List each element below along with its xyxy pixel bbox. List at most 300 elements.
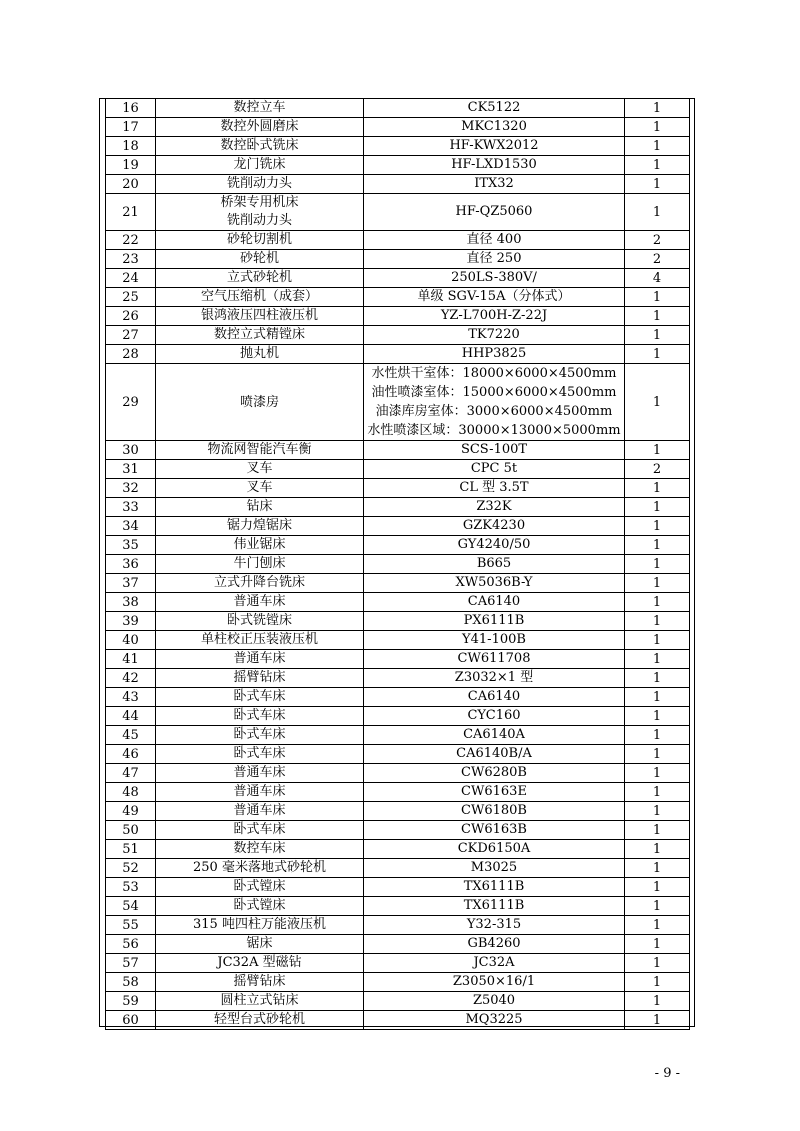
quantity-cell: 1	[625, 859, 690, 878]
model-spec-cell	[364, 460, 625, 479]
model-spec-cell	[364, 992, 625, 1011]
model-spec-line: CYC160	[467, 708, 521, 723]
equipment-name-line: 牛门刨床	[233, 556, 286, 571]
quantity-cell: 1	[625, 479, 690, 498]
equipment-name-line: 摇臂钻床	[233, 974, 286, 989]
equipment-name-line: 卧式车床	[233, 689, 286, 704]
row-number-cell: 20	[106, 175, 156, 194]
table-row	[106, 840, 690, 859]
equipment-name-cell	[156, 878, 364, 897]
equipment-name-cell	[156, 1011, 364, 1030]
table-row	[106, 231, 690, 250]
model-spec-cell	[364, 669, 625, 688]
quantity-cell: 1	[625, 326, 690, 345]
model-spec-line: YZ-L700H-Z-22J	[440, 308, 548, 323]
model-spec-cell	[364, 726, 625, 745]
equipment-name-line: 空气压缩机（成套）	[200, 289, 318, 304]
equipment-name-cell	[156, 156, 364, 175]
model-spec-line: HHP3825	[461, 346, 527, 361]
model-spec-line: TK7220	[468, 327, 520, 342]
equipment-name-cell	[156, 650, 364, 669]
equipment-name-line: 250 毫米落地式砂轮机	[193, 860, 326, 875]
quantity-cell: 1	[625, 935, 690, 954]
equipment-name-line: 锯力煌锯床	[226, 518, 292, 533]
equipment-name-cell	[156, 231, 364, 250]
table-row	[106, 688, 690, 707]
quantity-cell: 2	[625, 250, 690, 269]
quantity-cell: 1	[625, 555, 690, 574]
equipment-table	[105, 98, 690, 1030]
model-spec-line: Z32K	[476, 499, 512, 514]
model-spec-line: HF-KWX2012	[449, 138, 539, 153]
model-spec-line: CA6140B/A	[456, 746, 532, 761]
model-spec-cell	[364, 307, 625, 326]
equipment-name-line: 卧式车床	[233, 822, 286, 837]
equipment-name-line: 普通车床	[233, 594, 286, 609]
equipment-name-line: 龙门铣床	[233, 157, 286, 172]
model-spec-cell	[364, 99, 625, 118]
row-number-cell: 48	[106, 783, 156, 802]
model-spec-line: GB4260	[467, 936, 521, 951]
quantity-cell: 1	[625, 593, 690, 612]
row-number-cell: 38	[106, 593, 156, 612]
model-spec-line: TX6111B	[463, 898, 525, 913]
quantity-cell: 1	[625, 631, 690, 650]
model-spec-cell	[364, 707, 625, 726]
row-number-cell: 60	[106, 1011, 156, 1030]
table-row	[106, 726, 690, 745]
model-spec-line: 水性烘干室体：18000×6000×4500mm	[371, 366, 617, 381]
model-spec-line: CL 型 3.5T	[459, 480, 529, 495]
model-spec-line: CW6163E	[461, 784, 527, 799]
quantity-cell: 1	[625, 878, 690, 897]
equipment-name-cell	[156, 935, 364, 954]
row-number-cell: 50	[106, 821, 156, 840]
equipment-name-line: 砂轮切割机	[226, 232, 292, 247]
row-number-cell: 23	[106, 250, 156, 269]
table-row	[106, 916, 690, 935]
quantity-cell: 1	[625, 364, 690, 441]
model-spec-line: CPC 5t	[470, 461, 518, 476]
model-spec-cell	[364, 650, 625, 669]
equipment-name-cell	[156, 479, 364, 498]
model-spec-line: MKC1320	[461, 119, 527, 134]
quantity-cell: 1	[625, 669, 690, 688]
model-spec-line: CW6280B	[461, 765, 527, 780]
row-number-cell: 26	[106, 307, 156, 326]
equipment-name-line: JC32A 型磁钻	[217, 955, 302, 970]
model-spec-line: Y41-100B	[462, 632, 526, 647]
equipment-name-cell	[156, 269, 364, 288]
model-spec-cell	[364, 555, 625, 574]
table-row	[106, 175, 690, 194]
model-spec-line: Z3032×1 型	[454, 670, 534, 685]
quantity-cell: 1	[625, 745, 690, 764]
equipment-name-cell	[156, 326, 364, 345]
row-number-cell: 29	[106, 364, 156, 441]
equipment-name-line: 立式砂轮机	[226, 270, 292, 285]
table-row	[106, 954, 690, 973]
table-row	[106, 707, 690, 726]
equipment-name-line: 数控立车	[233, 100, 286, 115]
equipment-name-cell	[156, 307, 364, 326]
equipment-name-cell	[156, 954, 364, 973]
model-spec-cell	[364, 137, 625, 156]
quantity-cell: 1	[625, 118, 690, 137]
table-row	[106, 288, 690, 307]
model-spec-line: XW5036B-Y	[455, 575, 533, 590]
equipment-name-line: 银鸿液压四柱液压机	[200, 308, 318, 323]
equipment-name-line: 抛丸机	[239, 346, 279, 361]
row-number-cell: 42	[106, 669, 156, 688]
equipment-name-cell	[156, 441, 364, 460]
quantity-cell: 1	[625, 726, 690, 745]
equipment-name-line: 钻床	[246, 499, 273, 514]
quantity-cell: 1	[625, 764, 690, 783]
equipment-name-cell	[156, 916, 364, 935]
model-spec-cell	[364, 269, 625, 288]
model-spec-line: CA6140A	[463, 727, 525, 742]
model-spec-cell	[364, 156, 625, 175]
table-row	[106, 745, 690, 764]
quantity-cell: 1	[625, 137, 690, 156]
model-spec-cell	[364, 821, 625, 840]
model-spec-line: CW611708	[457, 651, 531, 666]
equipment-name-cell	[156, 992, 364, 1011]
quantity-cell: 1	[625, 992, 690, 1011]
row-number-cell: 54	[106, 897, 156, 916]
equipment-name-cell	[156, 764, 364, 783]
equipment-name-cell	[156, 118, 364, 137]
model-spec-line: GY4240/50	[457, 537, 531, 552]
equipment-name-line: 物流网智能汽车衡	[207, 442, 312, 457]
model-spec-cell	[364, 118, 625, 137]
page-number: - 9 -	[654, 1066, 680, 1081]
model-spec-cell	[364, 593, 625, 612]
row-number-cell: 49	[106, 802, 156, 821]
quantity-cell: 1	[625, 156, 690, 175]
model-spec-line: CA6140	[467, 689, 521, 704]
table-row	[106, 802, 690, 821]
model-spec-line: 单级 SGV-15A（分体式）	[417, 289, 571, 304]
quantity-cell: 1	[625, 688, 690, 707]
row-number-cell: 43	[106, 688, 156, 707]
equipment-name-line: 315 吨四柱万能液压机	[193, 917, 326, 932]
table-row	[106, 650, 690, 669]
table-row	[106, 574, 690, 593]
equipment-name-line: 单柱校正压装液压机	[200, 632, 318, 647]
row-number-cell: 34	[106, 517, 156, 536]
table-row	[106, 194, 690, 231]
model-spec-line: SCS-100T	[460, 442, 528, 457]
row-number-cell: 56	[106, 935, 156, 954]
equipment-name-cell	[156, 840, 364, 859]
equipment-name-cell	[156, 897, 364, 916]
model-spec-line: 250LS-380V/	[451, 270, 537, 285]
model-spec-line: B665	[476, 556, 512, 571]
equipment-name-cell	[156, 707, 364, 726]
model-spec-line: PX6111B	[463, 613, 525, 628]
table-row	[106, 307, 690, 326]
model-spec-cell	[364, 916, 625, 935]
quantity-cell: 1	[625, 345, 690, 364]
equipment-name-cell	[156, 783, 364, 802]
row-number-cell: 21	[106, 194, 156, 231]
row-number-cell: 16	[106, 99, 156, 118]
table-row	[106, 536, 690, 555]
quantity-cell: 1	[625, 288, 690, 307]
quantity-cell: 1	[625, 802, 690, 821]
table-row	[106, 935, 690, 954]
equipment-name-cell	[156, 802, 364, 821]
model-spec-line: HF-LXD1530	[451, 157, 537, 172]
row-number-cell: 35	[106, 536, 156, 555]
row-number-cell: 25	[106, 288, 156, 307]
model-spec-cell	[364, 175, 625, 194]
equipment-name-cell	[156, 555, 364, 574]
model-spec-cell	[364, 536, 625, 555]
model-spec-cell	[364, 859, 625, 878]
table-row	[106, 555, 690, 574]
quantity-cell: 1	[625, 175, 690, 194]
row-number-cell: 47	[106, 764, 156, 783]
row-number-cell: 37	[106, 574, 156, 593]
equipment-name-line: 普通车床	[233, 651, 286, 666]
equipment-name-cell	[156, 745, 364, 764]
model-spec-line: ITX32	[474, 176, 514, 191]
equipment-name-cell	[156, 99, 364, 118]
model-spec-cell	[364, 441, 625, 460]
table-row	[106, 878, 690, 897]
model-spec-cell	[364, 1011, 625, 1030]
equipment-name-cell	[156, 859, 364, 878]
equipment-name-line: 叉车	[246, 461, 273, 476]
model-spec-line: CW6163B	[461, 822, 527, 837]
quantity-cell: 1	[625, 897, 690, 916]
row-number-cell: 30	[106, 441, 156, 460]
row-number-cell: 32	[106, 479, 156, 498]
equipment-name-line: 叉车	[246, 480, 273, 495]
quantity-cell: 1	[625, 307, 690, 326]
equipment-name-cell	[156, 137, 364, 156]
equipment-table-body	[106, 99, 690, 1030]
quantity-cell: 1	[625, 517, 690, 536]
equipment-name-line: 铣削动力头	[226, 176, 292, 191]
table-row	[106, 99, 690, 118]
equipment-name-line: 铣削动力头	[226, 213, 292, 228]
equipment-name-line: 立式升降台铣床	[213, 575, 305, 590]
equipment-name-line: 卧式车床	[233, 746, 286, 761]
table-row	[106, 992, 690, 1011]
quantity-cell: 1	[625, 783, 690, 802]
row-number-cell: 39	[106, 612, 156, 631]
equipment-name-cell	[156, 364, 364, 441]
model-spec-line: JC32A	[473, 955, 515, 970]
equipment-name-line: 卧式镗床	[233, 879, 286, 894]
row-number-cell: 31	[106, 460, 156, 479]
model-spec-cell	[364, 878, 625, 897]
equipment-name-cell	[156, 194, 364, 231]
equipment-name-line: 数控卧式铣床	[220, 138, 299, 153]
equipment-name-line: 锯床	[246, 936, 273, 951]
equipment-name-cell	[156, 821, 364, 840]
quantity-cell: 1	[625, 650, 690, 669]
equipment-name-cell	[156, 250, 364, 269]
table-row	[106, 156, 690, 175]
table-row	[106, 269, 690, 288]
model-spec-cell	[364, 612, 625, 631]
model-spec-cell	[364, 479, 625, 498]
table-row	[106, 517, 690, 536]
table-row	[106, 764, 690, 783]
table-row	[106, 498, 690, 517]
model-spec-cell	[364, 802, 625, 821]
model-spec-line: M3025	[470, 860, 518, 875]
equipment-name-line: 数控立式精镗床	[213, 327, 305, 342]
model-spec-line: TX6111B	[463, 879, 525, 894]
equipment-name-cell	[156, 460, 364, 479]
row-number-cell: 28	[106, 345, 156, 364]
table-row	[106, 345, 690, 364]
quantity-cell: 1	[625, 574, 690, 593]
model-spec-line: HF-QZ5060	[455, 204, 533, 219]
equipment-name-cell	[156, 175, 364, 194]
equipment-name-cell	[156, 288, 364, 307]
equipment-name-cell	[156, 517, 364, 536]
model-spec-cell	[364, 194, 625, 231]
quantity-cell: 1	[625, 99, 690, 118]
equipment-name-line: 卧式铣镗床	[226, 613, 292, 628]
row-number-cell: 24	[106, 269, 156, 288]
model-spec-cell	[364, 250, 625, 269]
model-spec-cell	[364, 574, 625, 593]
equipment-name-line: 喷漆房	[239, 394, 279, 410]
model-spec-line: 水性喷漆区域：30000×13000×5000mm	[367, 423, 621, 438]
model-spec-cell	[364, 935, 625, 954]
row-number-cell: 22	[106, 231, 156, 250]
model-spec-cell	[364, 973, 625, 992]
equipment-name-cell	[156, 973, 364, 992]
quantity-cell: 1	[625, 840, 690, 859]
table-row	[106, 612, 690, 631]
quantity-cell: 2	[625, 231, 690, 250]
model-spec-line: 油性喷漆室体：15000×6000×4500mm	[371, 385, 617, 400]
equipment-name-cell	[156, 593, 364, 612]
quantity-cell: 1	[625, 954, 690, 973]
model-spec-line: GZK4230	[462, 518, 526, 533]
equipment-name-line: 普通车床	[233, 784, 286, 799]
table-row	[106, 118, 690, 137]
table-row	[106, 479, 690, 498]
equipment-name-line: 卧式车床	[233, 727, 286, 742]
quantity-cell: 1	[625, 194, 690, 231]
row-number-cell: 17	[106, 118, 156, 137]
equipment-name-cell	[156, 726, 364, 745]
table-row	[106, 821, 690, 840]
quantity-cell: 1	[625, 441, 690, 460]
row-number-cell: 45	[106, 726, 156, 745]
equipment-name-cell	[156, 498, 364, 517]
table-row	[106, 973, 690, 992]
table-row	[106, 669, 690, 688]
row-number-cell: 33	[106, 498, 156, 517]
model-spec-line: Z5040	[472, 993, 516, 1008]
table-row	[106, 897, 690, 916]
table-row	[106, 441, 690, 460]
model-spec-cell	[364, 498, 625, 517]
model-spec-line: CW6180B	[461, 803, 527, 818]
model-spec-cell	[364, 764, 625, 783]
row-number-cell: 18	[106, 137, 156, 156]
row-number-cell: 41	[106, 650, 156, 669]
model-spec-cell	[364, 231, 625, 250]
model-spec-cell	[364, 897, 625, 916]
equipment-name-line: 普通车床	[233, 765, 286, 780]
quantity-cell: 1	[625, 1011, 690, 1030]
row-number-cell: 59	[106, 992, 156, 1011]
table-row	[106, 859, 690, 878]
quantity-cell: 2	[625, 460, 690, 479]
table-row	[106, 1011, 690, 1030]
quantity-cell: 4	[625, 269, 690, 288]
row-number-cell: 19	[106, 156, 156, 175]
model-spec-line: CKD6150A	[457, 841, 531, 856]
equipment-name-cell	[156, 688, 364, 707]
equipment-name-cell	[156, 669, 364, 688]
model-spec-line: Z3050×16/1	[452, 974, 536, 989]
model-spec-cell	[364, 364, 625, 441]
model-spec-cell	[364, 840, 625, 859]
quantity-cell: 1	[625, 821, 690, 840]
row-number-cell: 46	[106, 745, 156, 764]
table-row	[106, 250, 690, 269]
table-row	[106, 137, 690, 156]
row-number-cell: 57	[106, 954, 156, 973]
row-number-cell: 55	[106, 916, 156, 935]
table-row	[106, 364, 690, 441]
table-row	[106, 783, 690, 802]
quantity-cell: 1	[625, 612, 690, 631]
quantity-cell: 1	[625, 498, 690, 517]
equipment-name-line: 砂轮机	[239, 251, 279, 266]
model-spec-cell	[364, 345, 625, 364]
model-spec-line: 油漆库房室体：3000×6000×4500mm	[375, 404, 613, 419]
model-spec-cell	[364, 688, 625, 707]
equipment-name-line: 卧式镗床	[233, 898, 286, 913]
model-spec-cell	[364, 517, 625, 536]
table-row	[106, 631, 690, 650]
quantity-cell: 1	[625, 916, 690, 935]
equipment-name-line: 数控外圆磨床	[220, 119, 299, 134]
model-spec-cell	[364, 288, 625, 307]
model-spec-cell	[364, 745, 625, 764]
quantity-cell: 1	[625, 973, 690, 992]
table-row	[106, 326, 690, 345]
row-number-cell: 58	[106, 973, 156, 992]
row-number-cell: 40	[106, 631, 156, 650]
quantity-cell: 1	[625, 707, 690, 726]
model-spec-line: 直径 250	[466, 251, 522, 266]
table-row	[106, 593, 690, 612]
equipment-name-line: 摇臂钻床	[233, 670, 286, 685]
table-row	[106, 460, 690, 479]
row-number-cell: 36	[106, 555, 156, 574]
model-spec-line: CK5122	[467, 100, 521, 115]
row-number-cell: 52	[106, 859, 156, 878]
equipment-name-cell	[156, 612, 364, 631]
model-spec-cell	[364, 783, 625, 802]
quantity-cell: 1	[625, 536, 690, 555]
